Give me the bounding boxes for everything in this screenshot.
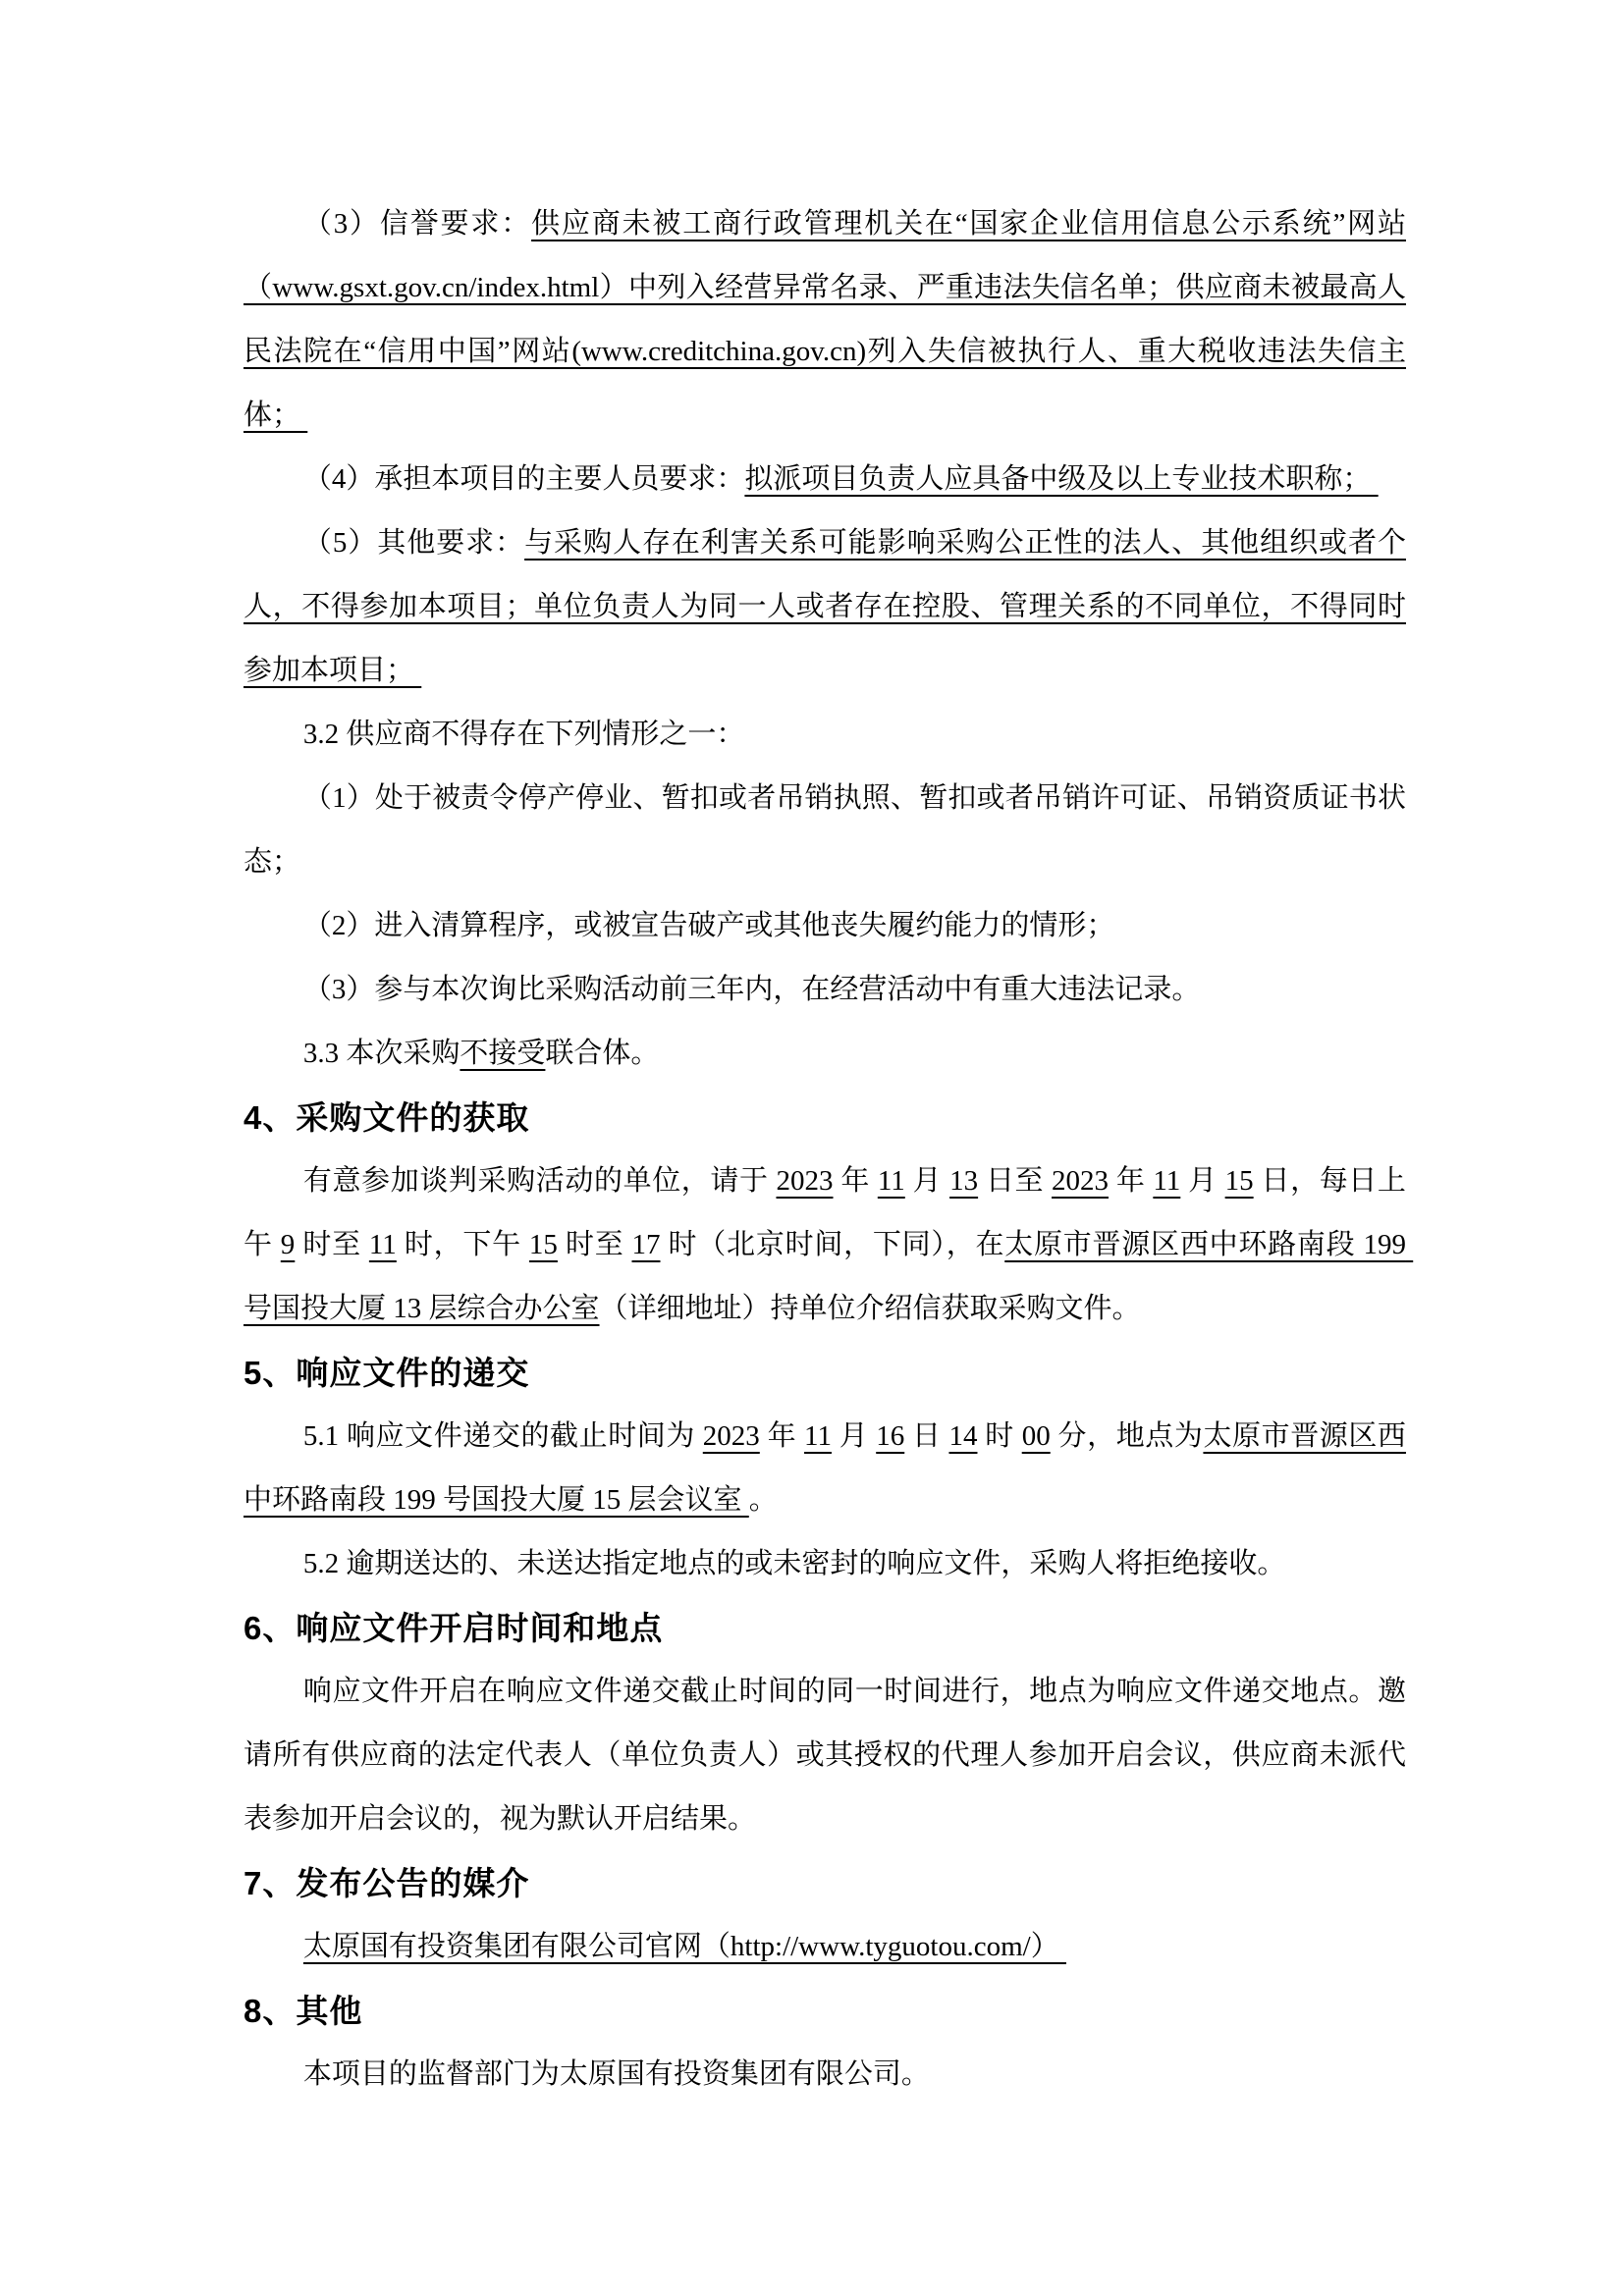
- text-run: 月: [904, 1165, 950, 1197]
- underlined-text: 2023: [776, 1165, 834, 1197]
- text-run: 日，每日上午: [244, 1165, 1406, 1260]
- underlined-text: 00: [1021, 1420, 1051, 1452]
- underlined-text: 2023: [702, 1420, 760, 1452]
- underlined-text: 11: [804, 1420, 832, 1452]
- text-run: （3）信誉要求：: [302, 208, 532, 240]
- underlined-text: 11: [877, 1165, 905, 1197]
- paragraph: [244, 1149, 1414, 1341]
- paragraph: [244, 448, 1406, 511]
- text-run: 分，地点为: [1050, 1420, 1204, 1452]
- paragraph: [244, 958, 1406, 1022]
- paragraph: [244, 1915, 1406, 1979]
- paragraph: [244, 2043, 1406, 2107]
- text-run: （4）承担本项目的主要人员要求：: [302, 463, 745, 495]
- text-run: 5.1 响应文件递交的截止时间为: [302, 1420, 703, 1452]
- paragraph: [244, 1405, 1406, 1532]
- paragraph: [244, 1532, 1406, 1596]
- underlined-text: 13: [949, 1165, 979, 1197]
- underlined-text: 15: [1224, 1165, 1254, 1197]
- underlined-text: 17: [631, 1229, 661, 1260]
- underlined-text: 15: [528, 1229, 558, 1260]
- underlined-text: 太原市晋源区西中环路南段 199 号国投大厦 13 层综合办公室: [244, 1229, 1414, 1324]
- underlined-text: 2023: [1052, 1165, 1110, 1197]
- text-run: 本项目的监督部门为太原国有投资集团有限公司。: [302, 2058, 930, 2090]
- paragraph: [244, 703, 1406, 767]
- section-heading: 7、发布公告的媒介: [244, 1865, 530, 1901]
- text-run: 日至: [978, 1165, 1053, 1197]
- section-heading: 6、响应文件开启时间和地点: [244, 1610, 664, 1646]
- text-run: 3.2 供应商不得存在下列情形之一：: [302, 719, 745, 750]
- paragraph: [244, 894, 1406, 958]
- underlined-text: 太原国有投资集团有限公司官网（http://www.tyguotou.com/）: [302, 1931, 1066, 1962]
- text-run: 年: [833, 1165, 878, 1197]
- underlined-text: 太原市晋源区西中环路南段 199 号国投大厦 15 层会议室: [244, 1420, 1406, 1516]
- text-run: 时: [977, 1420, 1022, 1452]
- text-run: 月: [1180, 1165, 1225, 1197]
- text-run: 联合体。: [545, 1038, 660, 1069]
- text-run: 时，下午: [396, 1229, 529, 1260]
- text-run: 时至: [557, 1229, 632, 1260]
- underlined-text: 11: [368, 1229, 397, 1260]
- section-heading: 8、其他: [244, 1993, 363, 2029]
- underlined-text: 11: [1153, 1165, 1181, 1197]
- text-run: 3.3 本次采购: [302, 1038, 460, 1069]
- underlined-text: 16: [876, 1420, 905, 1452]
- text-run: 月: [831, 1420, 877, 1452]
- text-run: 时至: [295, 1229, 369, 1260]
- text-run: （2）进入清算程序，或被宣告破产或其他丧失履约能力的情形；: [302, 910, 1115, 941]
- text-run: 有意参加谈判采购活动的单位，请于: [302, 1165, 777, 1197]
- underlined-text: 不接受: [460, 1038, 546, 1069]
- text-run: 年: [759, 1420, 805, 1452]
- text-run: （3）参与本次询比采购活动前三年内，在经营活动中有重大违法记录。: [302, 974, 1201, 1005]
- paragraph: [244, 767, 1406, 894]
- text-run: 5.2 逾期送达的、未送达指定地点的或未密封的响应文件，采购人将拒绝接收。: [302, 1548, 1286, 1579]
- text-run: （详细地址）持单位介绍信获取采购文件。: [599, 1293, 1141, 1324]
- text-run: 时（北京时间，下同），在: [660, 1229, 1005, 1260]
- paragraph: [244, 1022, 1406, 1086]
- text-run: 。: [748, 1484, 778, 1516]
- underlined-text: 供应商未被工商行政管理机关在“国家企业信用信息公示系统”网站（www.gsxt.gov.cn/index.html）中列入经营异常名录、严重违法失信名单；供应商未被最高人民法院在“信用中国”网站(www.creditchina.gov.cn)列入失信被执行人、重大税收违法失信主体；: [244, 208, 1406, 431]
- paragraph: [244, 192, 1406, 448]
- underlined-text: 14: [948, 1420, 978, 1452]
- document-body: [244, 192, 1414, 2107]
- underlined-text: 与采购人存在利害关系可能影响采购公正性的法人、其他组织或者个人，不得参加本项目；单位负责人为同一人或者存在控股、管理关系的不同单位，不得同时参加本项目；: [244, 527, 1406, 686]
- underlined-text: 9: [280, 1229, 296, 1260]
- text-run: 日: [904, 1420, 949, 1452]
- section-heading: 4、采购文件的获取: [244, 1099, 530, 1136]
- underlined-text: 拟派项目负责人应具备中级及以上专业技术职称；: [744, 463, 1379, 495]
- text-run: 年: [1109, 1165, 1154, 1197]
- paragraph: [244, 1660, 1406, 1851]
- text-run: 响应文件开启在响应文件递交截止时间的同一时间进行，地点为响应文件递交地点。邀请所有供应商的法定代表人（单位负责人）或其授权的代理人参加开启会议，供应商未派代表参加开启会议的，视为默认开启结果。: [244, 1676, 1406, 1835]
- text-run: （1）处于被责令停产停业、暂扣或者吊销执照、暂扣或者吊销许可证、吊销资质证书状态；: [244, 782, 1406, 878]
- text-run: （5）其他要求：: [302, 527, 525, 559]
- section-heading: 5、响应文件的递交: [244, 1355, 530, 1391]
- paragraph: [244, 511, 1406, 703]
